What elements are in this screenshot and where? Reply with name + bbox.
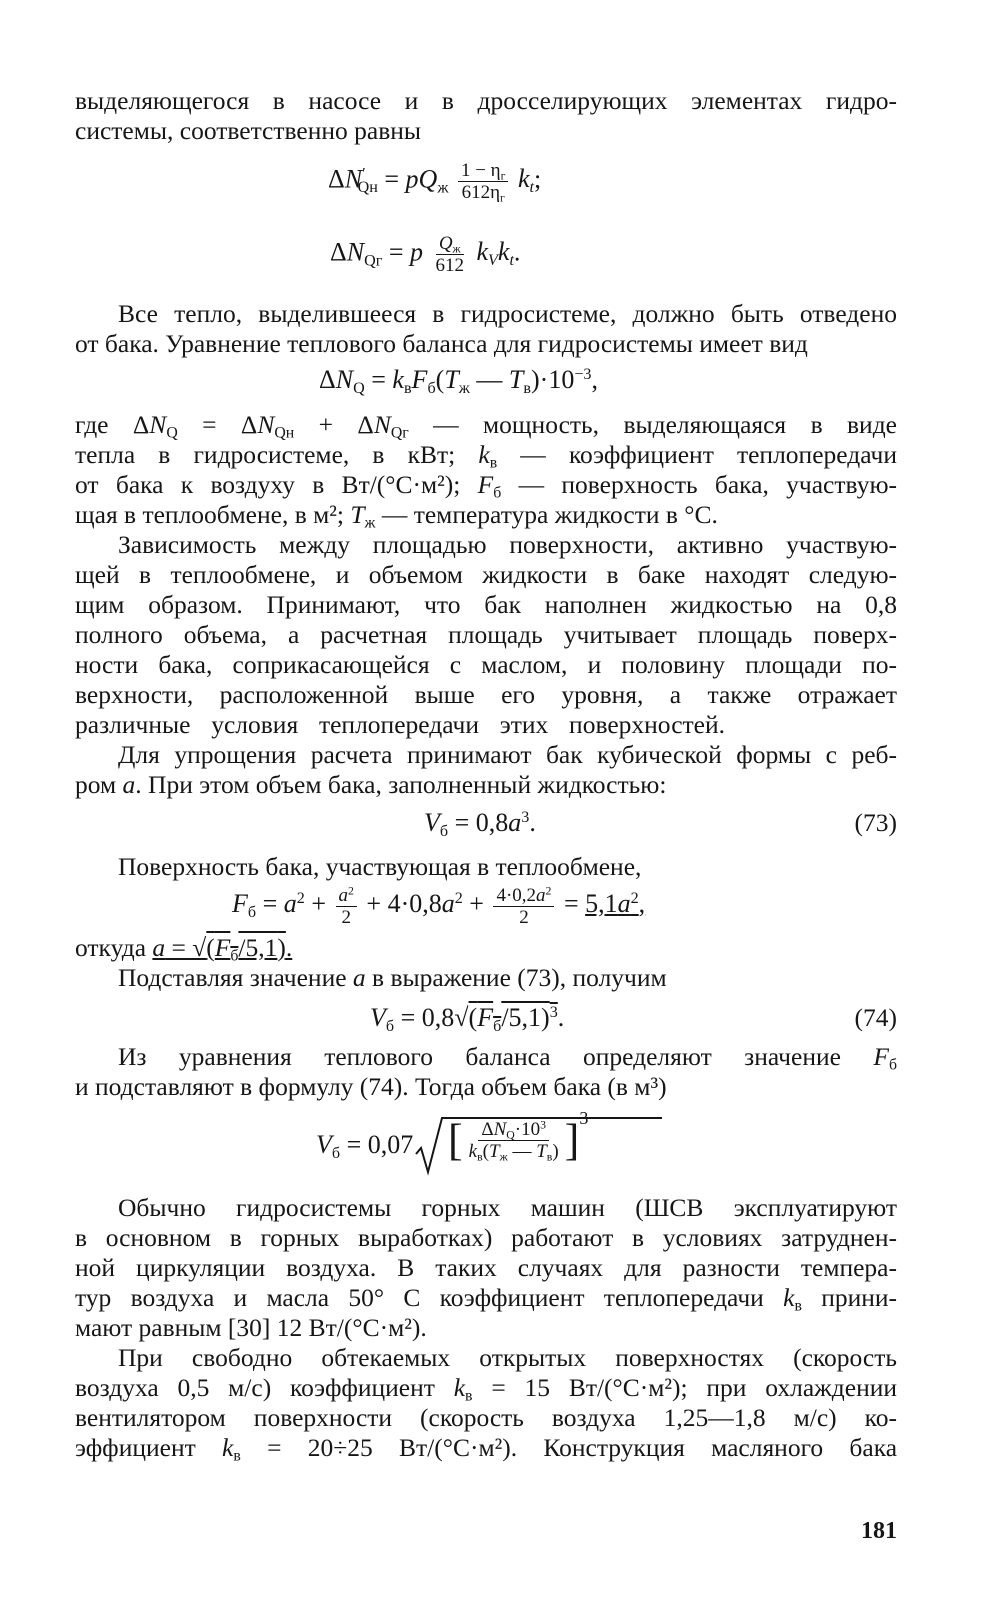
text-line: от бака. Уравнение теплового баланса для гидросистемы имеет вид [75, 329, 808, 358]
text-line: верхности, расположенной выше его уровня, а также отражает [75, 680, 897, 709]
formula-delta-n-qg: $\Delta N_{Qг} = p$ $\frac{Q_ж}{612}$ $k_Vk_t$. [330, 233, 521, 276]
text-line: Зависимость между площадью поверхности, активно участвую- [118, 530, 897, 559]
text-line: тепла в гидросистеме, в кВт; $k_в$ — коэффициент теплопередачи [75, 440, 897, 472]
text-line: ром a. При этом объем бака, заполненный жидкостью: [75, 770, 667, 799]
text-line: Все тепло, выделившееся в гидросистеме, должно быть отведено [118, 299, 897, 328]
text-line: щим образом. Принимают, что бак наполнен жидкостью на 0,8 [75, 590, 897, 619]
text-line: Подставляя значение a в выражение (73), получим [118, 963, 667, 992]
formula-volume-final: $V_б = 0,07$ [316, 1130, 414, 1162]
text-line: выделяющегося в насосе и в дросселирующих элементах гидро- [75, 86, 897, 115]
denom-612: 612 [461, 182, 491, 203]
text-line: воздуха 0,5 м/с) коэффициент $k_в = 15$ Вт/(°С·м²); при охлаждении [75, 1373, 898, 1405]
text-line: мают равным [30] 12 Вт/(°С·м²). [75, 1313, 427, 1342]
text-line: различные условия теплопередачи этих поверхностей. [75, 710, 725, 739]
formula-bracket: [ $\frac{\Delta N_Q\cdot 10^3}{k_в(T_ж — T_в)}$ ]$^3$ [448, 1108, 589, 1165]
formula-delta-n-qn: $\Delta N'_{Qн} = pQ_ж$ $\frac{1 - \eta_г}{612\eta_г}$ $k_t$; [328, 160, 542, 205]
text-line: полного объема, а расчетная площадь учитывает площадь поверх- [75, 620, 897, 649]
text-line: При свободно обтекаемых открытых поверхностях (скорость [118, 1343, 897, 1372]
text-line: вентилятором поверхности (скорость воздуха 1,25—1,8 м/с) ко- [75, 1403, 897, 1432]
text-line: эффициент $k_в = 20\div 25$ Вт/(°С·м²). Конструкция масляного бака [75, 1433, 898, 1465]
text-line: Обычно гидросистемы горных машин (ШСВ эксплуатируют [118, 1193, 897, 1222]
formula-volume-74: $V_б = 0,8√(F_б/5,1)^3$. [370, 1003, 565, 1035]
text-line: ности бака, соприкасающейся с маслом, и половину площади по- [75, 650, 897, 679]
text-line: щая в теплообмене, в м²; $T_ж$ — температура жидкости в °С. [75, 500, 718, 532]
formula-volume-73: $V_б = 0,8a^3$. [424, 808, 536, 840]
text-line: откуда $a = √(F_б/5,1)$. [75, 933, 293, 965]
text-line: в основном в горных выработках) работают в условиях затруднен- [75, 1223, 897, 1252]
text-line: от бака к воздуху в Вт/(°С·м²); $F_б$ — поверхность бака, участвую- [75, 470, 897, 502]
text-line: тур воздуха и масла 50° С коэффициент теплопередачи $k_в$ прини- [75, 1283, 898, 1315]
equation-number: (74) [854, 1003, 897, 1032]
text-line: системы, соответственно равны [75, 116, 422, 145]
formula-heat-balance: $\Delta N_Q = k_вF_б(T_ж$ — $T_в)\cdot 10^{-3}$, [319, 365, 598, 397]
page-number: 181 [861, 1518, 897, 1544]
text-line: Для упрощения расчета принимают бак кубической формы с реб- [118, 740, 897, 769]
text-line: ной циркуляции воздуха. В таких случаях для разности темпера- [75, 1253, 897, 1282]
denom-612: 612 [435, 255, 464, 276]
text-line: и подставляют в формулу (74). Тогда объем бака (в м³) [75, 1072, 667, 1101]
equation-number: (73) [854, 808, 897, 837]
text-line: щей в теплообмене, и объемом жидкости в баке находят следую- [75, 560, 897, 589]
formula-surface: $F_б = a^2$ + $\frac{a^2}{2}$ + $4\cdot 0,8a^2$ + $\frac{4\cdot 0,2a^2}{2}$ = $5,1a^2$, [232, 884, 646, 928]
text-line: Из уравнения теплового баланса определяют значение $F_б$ [118, 1042, 898, 1074]
text-line: где $\Delta N_Q = \Delta N_{Qн} + \Delta N_{Qг}$ — мощность, выделяющаяся в виде [75, 410, 897, 442]
text-line: Поверхность бака, участвующая в теплообмене, [118, 852, 642, 881]
